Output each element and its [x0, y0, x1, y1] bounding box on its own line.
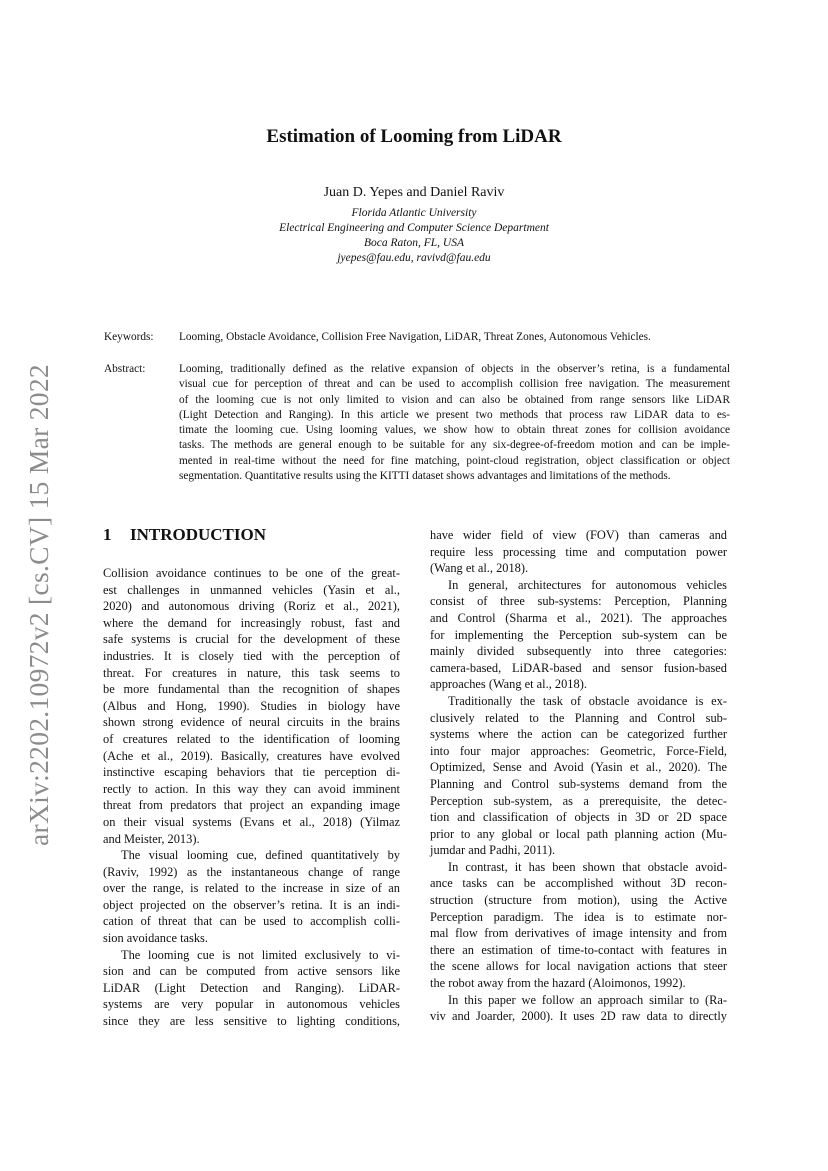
text-line: sion and can be computed from active sensors like	[103, 964, 400, 979]
text-line: mal flow from derivatives of image intensity and from	[430, 926, 727, 941]
text-line: LiDAR (Light Detection and Ranging). LiDAR-	[103, 980, 400, 995]
affiliation-university: Florida Atlantic University	[351, 207, 477, 219]
abstract-line: Looming, traditionally defined as the relative expansion of objects in the observer’s retina, is a fundamental	[179, 363, 730, 375]
keywords-label: Keywords:	[104, 331, 154, 343]
text-line: camera-based, LiDAR-based and sensor fusion-based	[430, 660, 727, 675]
text-line: instinctive escaping behaviors that tie perception di-	[103, 765, 400, 780]
abstract-text	[179, 362, 730, 484]
text-line: Traditionally the task of obstacle avoidance is ex-	[448, 693, 727, 708]
text-line: rectly to action. In this way they can avoid imminent	[103, 781, 400, 796]
section-number: 1	[103, 525, 112, 544]
abstract-line: timate the looming cue. Using looming values, we show how to obtain threat zones for collision avoidance	[179, 424, 730, 437]
text-line: there an estimation of time-to-contact with features in	[430, 942, 727, 957]
text-line: (Ache et al., 2019). Basically, creatures have evolved	[103, 748, 400, 763]
text-line: Planning and Control sub-systems demand from the	[430, 776, 727, 791]
abstract-line: of the looming cue is not only limited to vision and can also be obtained from range sensors like LiDAR	[179, 393, 730, 406]
text-line: Optimized, Sense and Avoid (Yasin et al., 2020). The	[430, 760, 727, 775]
text-line: (Wang et al., 2018).	[430, 561, 529, 576]
text-line: and Control (Sharma et al., 2021). The approaches	[430, 610, 727, 625]
text-line: for implementing the Perception sub-system can be	[430, 627, 727, 642]
text-line: In contrast, it has been shown that obstacle avoid-	[448, 859, 727, 874]
keywords-block	[104, 330, 730, 345]
text-line: ance tasks can be accomplished without 3D recon-	[430, 876, 727, 891]
text-line: mainly divided subsequently into three categories:	[430, 644, 727, 659]
text-line: struction (structure from motion), using the Active	[430, 893, 727, 908]
affiliation-department: Electrical Engineering and Computer Science Department	[279, 222, 549, 234]
text-line: jumdar and Padhi, 2011).	[430, 843, 556, 858]
text-line: require less processing time and computation power	[430, 544, 727, 559]
text-line: Collision avoidance continues to be one of the great-	[103, 566, 400, 580]
section-title: INTRODUCTION	[130, 525, 267, 544]
text-line: In this paper we follow an approach similar to (Ra-	[448, 992, 727, 1007]
left-column	[103, 527, 400, 1030]
arxiv-identifier-text: arXiv:2202.10972v2 [cs.CV] 15 Mar 2022	[23, 364, 54, 846]
text-line: tion and classification of objects in 3D or 2D space	[430, 810, 727, 825]
text-line: Perception sub-system, as a prerequisite, the detec-	[430, 793, 727, 808]
text-line: on their visual systems (Evans et al., 2018) (Yilmaz	[103, 814, 400, 829]
left-column-body	[103, 565, 400, 1030]
text-line: and Meister, 2013).	[103, 831, 200, 846]
text-line: In general, architectures for autonomous vehicles	[448, 577, 727, 592]
abstract-line: visual cue for perception of threat and can be used to accomplish collision free navigation. The measurement	[179, 378, 730, 391]
text-line: threat from predators that project an expanding image	[103, 798, 400, 813]
text-line: be more fundamental than the recognition of shapes	[103, 682, 400, 697]
text-line: object projected on the observer’s retina. It is an indi-	[103, 897, 400, 912]
text-line: threat. For creatures in nature, this task seems to	[103, 665, 400, 680]
paper-authors: Juan D. Yepes and Daniel Raviv	[323, 185, 505, 200]
abstract-line: (Light Detection and Ranging). In this article we present two methods that process raw LiDAR data to es-	[179, 408, 730, 421]
keywords-text: Looming, Obstacle Avoidance, Collision Free Navigation, LiDAR, Threat Zones, Autonomous Vehicles.	[179, 331, 651, 343]
text-line: where the demand for increasingly robust, fast and	[103, 615, 400, 630]
text-line: (Raviv, 1992) as the instantaneous change of range	[103, 864, 400, 879]
right-column	[430, 527, 727, 1025]
text-line: approaches (Wang et al., 2018).	[430, 677, 587, 692]
text-line: The visual looming cue, defined quantitatively by	[121, 848, 400, 863]
text-line: since they are less sensitive to lighting conditions,	[103, 1014, 400, 1029]
text-line: industries. It is closely tied with the perception of	[103, 648, 400, 663]
affiliation-emails: jyepes@fau.edu, ravivd@fau.edu	[337, 252, 491, 264]
text-line: clusively related to the Planning and Control sub-	[430, 710, 727, 725]
text-line: over the range, is related to the increase in size of an	[103, 881, 400, 896]
text-line: into four major approaches: Geometric, Force-Field,	[430, 743, 727, 758]
text-line: of creatures related to the identification of looming	[103, 731, 400, 746]
abstract-line: tasks. The methods are general enough to be suitable for any six-degree-of-freedom motion and can be imple-	[179, 439, 730, 452]
abstract-line: mented in real-time without the need for fine matching, point-cloud registration, object classification or object	[179, 454, 730, 467]
text-line: 2020) and autonomous driving (Roriz et al., 2021),	[103, 599, 400, 614]
abstract-block	[104, 362, 730, 484]
text-line: safe systems is crucial for the development of these	[103, 632, 400, 647]
text-line: The looming cue is not limited exclusively to vi-	[121, 947, 400, 962]
text-line: the scene allows for local navigation actions that steer	[430, 959, 727, 974]
text-line: Perception paradigm. The idea is to estimate nor-	[430, 909, 727, 924]
abstract-line: segmentation. Quantitative results using the KITTI dataset shows advantages and limitations of the methods.	[179, 470, 671, 483]
text-line: systems where the action can be categorized further	[430, 727, 727, 742]
text-line: sion avoidance tasks.	[103, 931, 208, 946]
text-line: systems are very popular in autonomous vehicles	[103, 997, 400, 1012]
text-line: cation of threat that can be used to accomplish colli-	[103, 914, 400, 929]
text-line: shown strong evidence of neural circuits in the brains	[103, 715, 400, 730]
text-line: viv and Joarder, 2000). It uses 2D raw data to directly	[430, 1009, 727, 1024]
author-affiliation	[0, 206, 828, 266]
text-line: have wider field of view (FOV) than cameras and	[430, 528, 727, 542]
affiliation-location: Boca Raton, FL, USA	[364, 237, 464, 249]
text-line: consist of three sub-systems: Perception, Planning	[430, 594, 727, 609]
paper-title: Estimation of Looming from LiDAR	[266, 126, 562, 147]
text-line: prior to any global or local path planning action (Mu-	[430, 826, 727, 841]
section-heading	[103, 527, 400, 551]
abstract-label: Abstract:	[104, 363, 146, 375]
text-line: est challenges in unmanned vehicles (Yasin et al.,	[103, 582, 400, 597]
text-line: (Albus and Hong, 1990). Studies in biology have	[103, 698, 400, 713]
text-line: the robot away from the hazard (Aloimonos, 1992).	[430, 976, 686, 991]
arxiv-identifier	[24, 360, 54, 850]
